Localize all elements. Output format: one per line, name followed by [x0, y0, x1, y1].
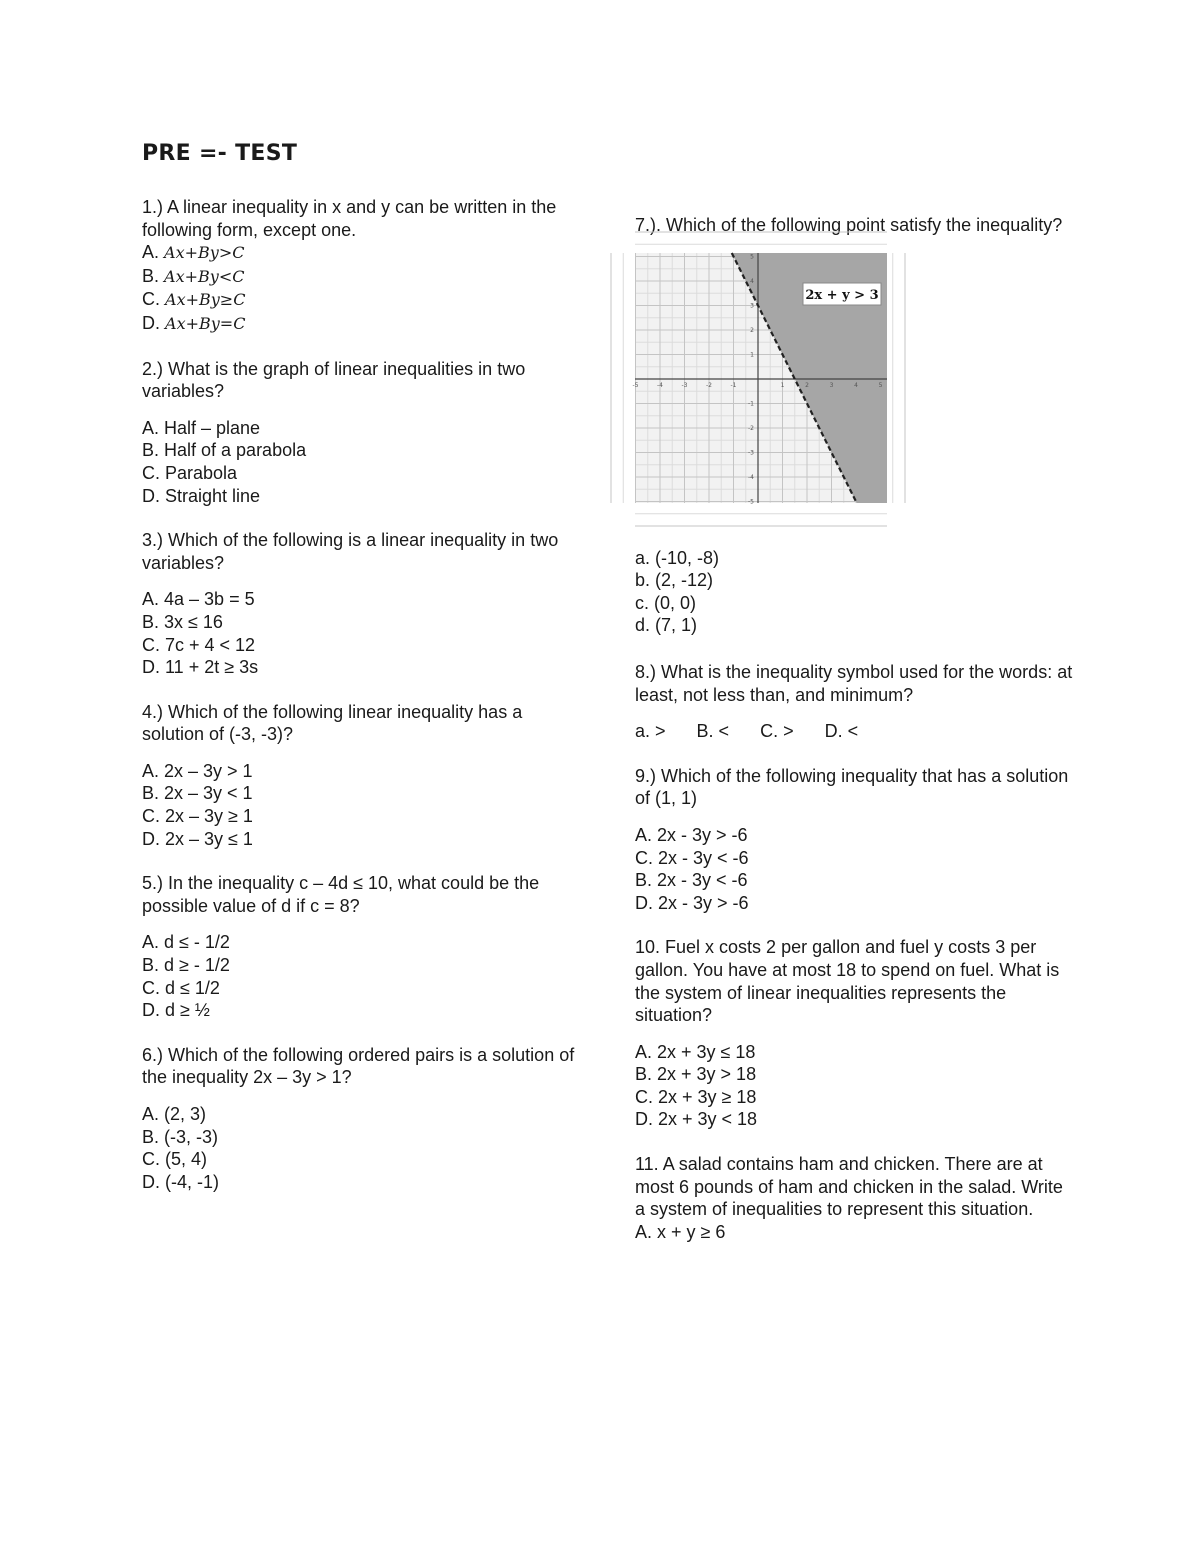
- y-tick-label: -1: [748, 400, 754, 408]
- question-2-stem: 2.) What is the graph of linear inequalities in two variables?: [142, 358, 526, 402]
- question-6-stem: 6.) Which of the following ordered pairs is a solution of the inequality 2x – 3y > 1?: [142, 1044, 575, 1088]
- choice: b. (2, -12): [635, 570, 714, 591]
- x-tick-label: 1: [780, 381, 785, 389]
- choice: B. Half of a parabola: [142, 440, 307, 461]
- question-2: [142, 358, 582, 508]
- question-7-stem: 7.). Which of the following point satisfy the inequality?: [635, 215, 1063, 235]
- question-8: [635, 661, 1075, 743]
- x-tick-label: -3: [681, 381, 688, 389]
- choice: B. Ax+By<C: [142, 265, 245, 286]
- choice: A. Half – plane: [142, 417, 261, 438]
- choice: D. Ax+By=C: [142, 312, 246, 333]
- choice: C. 7c + 4 < 12: [142, 634, 256, 655]
- question-5-stem: 5.) In the inequality c – 4d ≤ 10, what could be the possible value of d if c = 8?: [142, 873, 540, 916]
- choice: D. <: [824, 721, 859, 742]
- question-10-stem: 10. Fuel x costs 2 per gallon and fuel y costs 3 per gallon. You have at most 18 to spend on fuel. What is the system of linear inequalities represents the situation?: [635, 937, 1060, 1026]
- choice: C. 2x + 3y ≥ 18: [635, 1086, 757, 1107]
- choice: D. d ≥ ½: [142, 1000, 210, 1021]
- y-tick-label: 1: [750, 351, 754, 359]
- question-9-stem: 9.) Which of the following inequality that has a solution of (1, 1): [635, 765, 1069, 809]
- choice: A. (2, 3): [142, 1104, 207, 1124]
- question-7: [632, 214, 1075, 637]
- choice: B. <: [696, 721, 730, 742]
- y-tick-label: 3: [750, 302, 754, 310]
- choice: D. Straight line: [142, 485, 261, 506]
- choice: C. d ≤ 1/2: [142, 977, 220, 998]
- question-4: [142, 701, 582, 851]
- choice: D. 2x – 3y ≤ 1: [142, 828, 253, 849]
- choice: B. 2x – 3y < 1: [142, 783, 253, 804]
- choice: A. d ≤ - 1/2: [142, 932, 230, 953]
- choice: B. d ≥ - 1/2: [142, 955, 230, 976]
- y-tick-label: 5: [750, 253, 754, 261]
- x-tick-label: -2: [706, 381, 712, 389]
- choice: d. (7, 1): [635, 615, 698, 636]
- right-column: [632, 214, 1075, 1265]
- question-6: [142, 1044, 582, 1194]
- choice: B. (-3, -3): [142, 1126, 219, 1147]
- y-tick-label: -4: [748, 473, 754, 481]
- x-tick-label: -4: [657, 381, 663, 389]
- question-1: [142, 196, 582, 336]
- page-title: PRE =- TEST: [142, 141, 298, 166]
- choice: a. >: [635, 721, 666, 742]
- y-tick-label: -5: [748, 498, 754, 506]
- choice: D. 2x - 3y > -6: [635, 892, 749, 913]
- choice: B. 2x + 3y > 18: [635, 1064, 757, 1085]
- question-10: [635, 936, 1075, 1131]
- y-tick-label: -2: [748, 424, 754, 432]
- x-tick-label: 3: [829, 381, 834, 389]
- choice: A. 2x – 3y > 1: [142, 760, 253, 781]
- y-tick-label: 4: [750, 277, 754, 285]
- choice: A. Ax+By>C: [142, 242, 245, 263]
- choice: C. Parabola: [142, 462, 238, 483]
- question-11: [635, 1153, 1075, 1243]
- choice: A. 2x + 3y ≤ 18: [635, 1041, 756, 1062]
- x-tick-label: 5: [878, 381, 883, 389]
- question-11-stem: 11. A salad contains ham and chicken. There are at most 6 pounds of ham and chicken in the salad. Write a system of inequalities to represent this situation.: [635, 1154, 1063, 1220]
- question-1-stem: 1.) A linear inequality in x and y can be written in the following form, except one.: [142, 197, 557, 240]
- question-3: [142, 529, 582, 679]
- x-tick-label: -1: [730, 381, 737, 389]
- choice: B. 3x ≤ 16: [142, 611, 223, 632]
- choice: C. 2x - 3y < -6: [635, 847, 749, 868]
- x-tick-label: 2: [805, 381, 809, 389]
- question-9: [635, 765, 1075, 915]
- choice: A. 2x - 3y > -6: [635, 824, 748, 845]
- question-1-choices: [142, 241, 582, 335]
- x-tick-label: 4: [854, 381, 858, 389]
- choice: D. 11 + 2t ≥ 3s: [142, 657, 259, 678]
- inequality-graph: [632, 253, 887, 506]
- question-8-stem: 8.) What is the inequality symbol used for the words: at least, not less than, and minimum?: [635, 661, 1073, 705]
- choice: B. 2x - 3y < -6: [635, 870, 748, 891]
- y-tick-label: 2: [750, 326, 754, 334]
- choice: C. Ax+By≥C: [142, 289, 246, 310]
- choice: C. >: [760, 721, 794, 742]
- choice: A. x + y ≥ 6: [635, 1221, 726, 1242]
- choice: C. 2x – 3y ≥ 1: [142, 806, 253, 827]
- x-tick-label: -5: [632, 381, 639, 389]
- question-4-stem: 4.) Which of the following linear inequality has a solution of (-3, -3)?: [142, 701, 523, 745]
- question-8-choices: [635, 720, 1075, 743]
- choice: D. 2x + 3y < 18: [635, 1109, 758, 1130]
- choice: A. 4a – 3b = 5: [142, 589, 255, 610]
- question-5: [142, 872, 582, 1022]
- graph-label: 2x + y > 3: [805, 287, 879, 303]
- left-column: [142, 196, 582, 1215]
- y-tick-label: -3: [748, 449, 754, 457]
- question-3-stem: 3.) Which of the following is a linear inequality in two variables?: [142, 530, 559, 573]
- choice: C. (5, 4): [142, 1149, 208, 1170]
- choice: a. (-10, -8): [635, 547, 720, 568]
- choice: c. (0, 0): [635, 592, 697, 613]
- choice: D. (-4, -1): [142, 1171, 220, 1192]
